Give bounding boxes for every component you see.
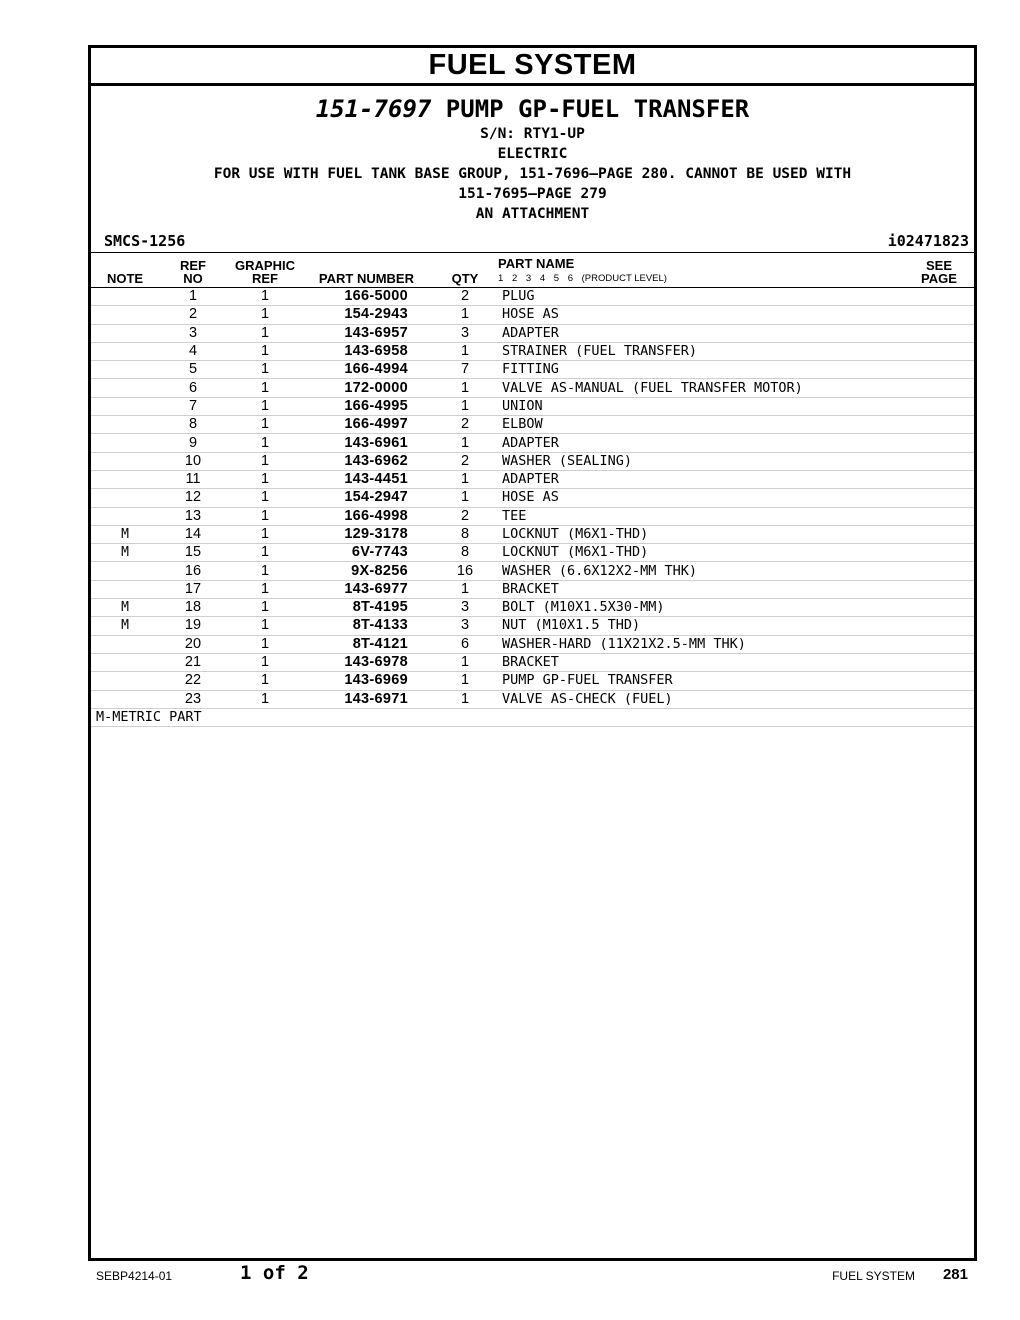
table-header [91, 253, 974, 288]
ref-no-cell: 17 [159, 580, 227, 598]
part-number-cell: 9X-8256 [303, 562, 432, 580]
col-qty: QTY [432, 253, 498, 288]
see-page-cell [904, 525, 974, 543]
part-number-cell: 154-2947 [303, 489, 432, 507]
see-page-cell [904, 342, 974, 360]
parts-table [91, 253, 974, 727]
part-name-cell: WASHER-HARD (11X21X2.5-MM THK) [498, 635, 904, 653]
smcs-code: SMCS-1256 [104, 232, 186, 250]
graphic-ref-cell: 1 [227, 306, 303, 324]
note-cell [91, 489, 159, 507]
part-number-cell: 143-6957 [303, 324, 432, 342]
ref-no-cell: 8 [159, 416, 227, 434]
group-header [91, 94, 974, 224]
ref-no-cell: 20 [159, 635, 227, 653]
col-part-name: PART NAME 1 2 3 4 5 6 (PRODUCT LEVEL) [498, 253, 904, 288]
part-name-cell: WASHER (SEALING) [498, 452, 904, 470]
see-page-cell [904, 635, 974, 653]
table-row [91, 452, 974, 470]
note-cell [91, 434, 159, 452]
graphic-ref-cell: 1 [227, 288, 303, 306]
part-name-cell: ELBOW [498, 416, 904, 434]
qty-cell: 1 [432, 306, 498, 324]
ref-no-cell: 18 [159, 599, 227, 617]
qty-cell: 1 [432, 470, 498, 488]
part-number-cell: 166-4994 [303, 361, 432, 379]
ref-no-cell: 16 [159, 562, 227, 580]
part-number-cell: 166-4995 [303, 397, 432, 415]
part-name-cell: BOLT (M10X1.5X30-MM) [498, 599, 904, 617]
see-page-cell [904, 617, 974, 635]
table-row [91, 470, 974, 488]
document-id: SEBP4214-01 [96, 1269, 173, 1283]
see-page-cell [904, 690, 974, 708]
note-cell [91, 324, 159, 342]
note-cell [91, 470, 159, 488]
qty-cell: 1 [432, 489, 498, 507]
see-page-cell [904, 489, 974, 507]
note-cell [91, 562, 159, 580]
part-name-cell: VALVE AS-MANUAL (FUEL TRANSFER MOTOR) [498, 379, 904, 397]
qty-cell: 1 [432, 434, 498, 452]
graphic-ref-cell: 1 [227, 525, 303, 543]
table-row [91, 397, 974, 415]
qty-cell: 1 [432, 397, 498, 415]
note-cell: M [91, 525, 159, 543]
part-number-cell: 129-3178 [303, 525, 432, 543]
part-number-cell: 143-6962 [303, 452, 432, 470]
note-cell [91, 635, 159, 653]
qty-cell: 1 [432, 672, 498, 690]
ref-no-cell: 10 [159, 452, 227, 470]
table-row [91, 580, 974, 598]
note-cell [91, 580, 159, 598]
page-frame [88, 45, 977, 1261]
graphic-ref-cell: 1 [227, 599, 303, 617]
col-part-number: PART NUMBER [303, 253, 432, 288]
table-row [91, 617, 974, 635]
part-name-cell: LOCKNUT (M6X1-THD) [498, 525, 904, 543]
meta-row [91, 230, 974, 253]
group-part-number: 151-7697 [315, 95, 432, 123]
table-row [91, 690, 974, 708]
graphic-ref-cell: 1 [227, 470, 303, 488]
ref-no-cell: 15 [159, 544, 227, 562]
ref-no-cell: 11 [159, 470, 227, 488]
part-number-cell: 166-5000 [303, 288, 432, 306]
qty-cell: 1 [432, 690, 498, 708]
part-number-cell: 8T-4133 [303, 617, 432, 635]
graphic-ref-cell: 1 [227, 653, 303, 671]
part-number-cell: 143-6958 [303, 342, 432, 360]
graphic-ref-cell: 1 [227, 544, 303, 562]
see-page-cell [904, 379, 974, 397]
note-cell [91, 288, 159, 306]
graphic-ref-cell: 1 [227, 580, 303, 598]
part-name-cell: WASHER (6.6X12X2-MM THK) [498, 562, 904, 580]
graphic-ref-cell: 1 [227, 617, 303, 635]
ref-no-cell: 13 [159, 507, 227, 525]
see-page-cell [904, 653, 974, 671]
see-page-cell [904, 306, 974, 324]
page-number: 281 [942, 1266, 968, 1283]
graphic-ref-cell: 1 [227, 489, 303, 507]
ref-no-cell: 23 [159, 690, 227, 708]
graphic-ref-cell: 1 [227, 397, 303, 415]
part-name-cell: ADAPTER [498, 470, 904, 488]
ref-no-cell: 14 [159, 525, 227, 543]
part-name-cell: NUT (M10X1.5 THD) [498, 617, 904, 635]
part-number-cell: 143-4451 [303, 470, 432, 488]
see-page-cell [904, 672, 974, 690]
see-page-cell [904, 544, 974, 562]
ref-no-cell: 7 [159, 397, 227, 415]
note-cell [91, 452, 159, 470]
ref-no-cell: 21 [159, 653, 227, 671]
see-page-cell [904, 580, 974, 598]
graphic-ref-cell: 1 [227, 361, 303, 379]
page-footer [96, 1262, 968, 1286]
ref-no-cell: 19 [159, 617, 227, 635]
note-cell: M [91, 617, 159, 635]
ref-no-cell: 6 [159, 379, 227, 397]
graphic-ref-cell: 1 [227, 379, 303, 397]
part-name-cell: HOSE AS [498, 489, 904, 507]
ref-no-cell: 5 [159, 361, 227, 379]
see-page-cell [904, 599, 974, 617]
qty-cell: 1 [432, 379, 498, 397]
see-page-cell [904, 452, 974, 470]
part-number-cell: 8T-4195 [303, 599, 432, 617]
part-name-cell: PLUG [498, 288, 904, 306]
table-row [91, 525, 974, 543]
part-name-cell: VALVE AS-CHECK (FUEL) [498, 690, 904, 708]
qty-cell: 3 [432, 324, 498, 342]
ref-no-cell: 9 [159, 434, 227, 452]
ref-no-cell: 22 [159, 672, 227, 690]
part-number-cell: 143-6978 [303, 653, 432, 671]
qty-cell: 6 [432, 635, 498, 653]
group-name: PUMP GP-FUEL TRANSFER [445, 95, 750, 123]
note-cell [91, 507, 159, 525]
graphic-ref-cell: 1 [227, 342, 303, 360]
note-cell [91, 379, 159, 397]
part-number-cell: 6V-7743 [303, 544, 432, 562]
graphic-ref-cell: 1 [227, 324, 303, 342]
footer-section: FUEL SYSTEM [832, 1269, 915, 1283]
table-row [91, 562, 974, 580]
group-type: ELECTRIC [497, 146, 568, 162]
graphic-ref-cell: 1 [227, 690, 303, 708]
graphic-ref-cell: 1 [227, 434, 303, 452]
table-row [91, 489, 974, 507]
qty-cell: 8 [432, 544, 498, 562]
qty-cell: 2 [432, 416, 498, 434]
graphic-ref-cell: 1 [227, 452, 303, 470]
table-row [91, 507, 974, 525]
part-name-cell: TEE [498, 507, 904, 525]
see-page-cell [904, 397, 974, 415]
part-number-cell: 172-0000 [303, 379, 432, 397]
part-number-cell: 143-6969 [303, 672, 432, 690]
qty-cell: 3 [432, 599, 498, 617]
graphic-ref-cell: 1 [227, 562, 303, 580]
qty-cell: 3 [432, 617, 498, 635]
note-cell [91, 672, 159, 690]
col-ref-no: REF NO [159, 253, 227, 288]
page-of: 1 of 2 [240, 1262, 309, 1284]
qty-cell: 2 [432, 452, 498, 470]
see-page-cell [904, 288, 974, 306]
see-page-cell [904, 324, 974, 342]
table-row [91, 544, 974, 562]
col-graphic-ref: GRAPHIC REF [227, 253, 303, 288]
part-number-cell: 143-6961 [303, 434, 432, 452]
note-cell [91, 416, 159, 434]
note-cell [91, 690, 159, 708]
table-row [91, 324, 974, 342]
part-name-cell: STRAINER (FUEL TRANSFER) [498, 342, 904, 360]
table-row [91, 434, 974, 452]
part-number-cell: 166-4997 [303, 416, 432, 434]
qty-cell: 1 [432, 342, 498, 360]
part-number-cell: 166-4998 [303, 507, 432, 525]
section-title: FUEL SYSTEM [91, 48, 974, 86]
part-name-cell: UNION [498, 397, 904, 415]
part-number-cell: 143-6971 [303, 690, 432, 708]
ref-no-cell: 2 [159, 306, 227, 324]
part-number-cell: 143-6977 [303, 580, 432, 598]
part-name-cell: PUMP GP-FUEL TRANSFER [498, 672, 904, 690]
table-row [91, 672, 974, 690]
part-name-cell: BRACKET [498, 580, 904, 598]
part-name-cell: FITTING [498, 361, 904, 379]
usage-note-line1: FOR USE WITH FUEL TANK BASE GROUP, 151-7696—PAGE 280. CANNOT BE USED WITH [213, 166, 852, 182]
see-page-cell [904, 562, 974, 580]
graphic-ref-cell: 1 [227, 672, 303, 690]
part-name-cell: LOCKNUT (M6X1-THD) [498, 544, 904, 562]
note-cell [91, 397, 159, 415]
col-note: NOTE [91, 253, 159, 288]
qty-cell: 8 [432, 525, 498, 543]
qty-cell: 1 [432, 580, 498, 598]
part-name-cell: ADAPTER [498, 324, 904, 342]
note-cell [91, 342, 159, 360]
ref-no-cell: 12 [159, 489, 227, 507]
see-page-cell [904, 416, 974, 434]
see-page-cell [904, 507, 974, 525]
product-levels: 1 2 3 4 5 6 (PRODUCT LEVEL) [498, 273, 667, 284]
table-row [91, 306, 974, 324]
footnote: M-METRIC PART [91, 708, 974, 726]
qty-cell: 16 [432, 562, 498, 580]
part-name-cell: HOSE AS [498, 306, 904, 324]
ref-no-cell: 1 [159, 288, 227, 306]
graphic-ref-cell: 1 [227, 416, 303, 434]
qty-cell: 7 [432, 361, 498, 379]
ref-no-cell: 4 [159, 342, 227, 360]
part-name-cell: ADAPTER [498, 434, 904, 452]
col-see-page: SEE PAGE [904, 253, 974, 288]
table-row [91, 635, 974, 653]
qty-cell: 1 [432, 653, 498, 671]
table-row [91, 288, 974, 306]
table-row [91, 653, 974, 671]
note-cell [91, 306, 159, 324]
see-page-cell [904, 361, 974, 379]
note-cell [91, 653, 159, 671]
part-number-cell: 154-2943 [303, 306, 432, 324]
qty-cell: 2 [432, 507, 498, 525]
note-cell: M [91, 544, 159, 562]
footnote-row [91, 708, 974, 726]
part-name-cell: BRACKET [498, 653, 904, 671]
graphic-ref-cell: 1 [227, 507, 303, 525]
serial-range: S/N: RTY1-UP [480, 126, 585, 142]
table-row [91, 361, 974, 379]
note-cell: M [91, 599, 159, 617]
ref-no-cell: 3 [159, 324, 227, 342]
usage-note-line3: AN ATTACHMENT [475, 206, 590, 222]
see-page-cell [904, 470, 974, 488]
table-body [91, 288, 974, 709]
table-row [91, 342, 974, 360]
graphic-ref-cell: 1 [227, 635, 303, 653]
note-cell [91, 361, 159, 379]
qty-cell: 2 [432, 288, 498, 306]
table-row [91, 379, 974, 397]
illustration-id: i02471823 [887, 232, 969, 250]
usage-note-line2: 151-7695—PAGE 279 [458, 186, 607, 202]
table-row [91, 416, 974, 434]
see-page-cell [904, 434, 974, 452]
part-number-cell: 8T-4121 [303, 635, 432, 653]
group-title [91, 94, 974, 124]
table-row [91, 599, 974, 617]
